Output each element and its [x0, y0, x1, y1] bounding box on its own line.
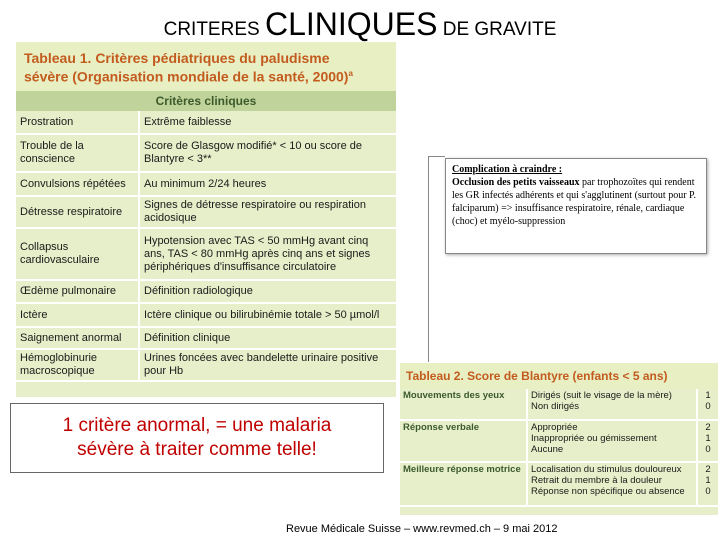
blantyre-responses	[527, 389, 697, 420]
callout-heading: Complication à craindre :	[452, 164, 563, 175]
blantyre-table	[400, 363, 718, 515]
score: 1	[705, 390, 711, 401]
score: 0	[705, 401, 711, 412]
criterion-cell: Œdème pulmonaire	[16, 280, 139, 303]
title-part-3: DE GRAVITE	[437, 19, 557, 40]
detail-cell: Définition clinique	[139, 327, 396, 349]
table-row	[16, 327, 396, 349]
response: Aucune	[531, 444, 564, 455]
score: 0	[705, 486, 711, 497]
connector-line	[428, 156, 429, 362]
criterion-cell: Ictère	[16, 303, 139, 327]
score: 0	[705, 444, 711, 455]
response: Non dirigés	[531, 401, 580, 412]
blantyre-table-body	[400, 389, 718, 507]
table-row	[400, 420, 718, 462]
criteria-table-title-sup: a	[348, 69, 353, 78]
blantyre-scores	[697, 420, 718, 462]
table-row	[400, 462, 718, 506]
blantyre-item: Mouvements des yeux	[400, 389, 527, 420]
blantyre-scores	[697, 389, 718, 420]
criterion-cell: Détresse respiratoire	[16, 196, 139, 228]
response: Inappropriée ou gémissement	[531, 433, 657, 444]
blantyre-table-title: Tableau 2. Score de Blantyre (enfants < 5 ans)	[400, 363, 718, 389]
criteria-table-title	[16, 42, 396, 91]
criteria-table-subheader: Critères cliniques	[16, 91, 396, 111]
table-row	[16, 196, 396, 228]
response: Localisation du stimulus douloureux	[531, 464, 682, 475]
callout-body: par trophozoïtes qui rendent les GR infectés adhérents et qui s'agglutinent (surtout pour P. falciparum) => insuffisance respiratoire, rénale, cardiaque (choc) et myélo-suppression	[452, 177, 696, 227]
connector-line	[428, 156, 445, 157]
detail-cell: Score de Glasgow modifié* < 10 ou score de Blantyre < 3**	[139, 134, 396, 172]
complication-callout	[445, 158, 707, 254]
table-row	[16, 280, 396, 303]
table-row	[16, 172, 396, 196]
table-row	[16, 134, 396, 172]
callout-bold-lead: Occlusion des petits vaisseaux	[452, 177, 580, 188]
alert-line-2: sévère à traiter comme telle!	[77, 439, 317, 460]
criterion-cell: Collapsus cardiovasculaire	[16, 228, 139, 280]
blantyre-item: Meilleure réponse motrice	[400, 462, 527, 506]
response: Appropriée	[531, 422, 578, 433]
table-row	[16, 228, 396, 280]
score: 1	[705, 433, 711, 444]
criteria-table	[16, 42, 396, 397]
detail-cell: Hypotension avec TAS < 50 mmHg avant cinq ans, TAS < 80 mmHg après cinq ans et signes périphériques d'insuffisance circulatoire	[139, 228, 396, 280]
criteria-table-body	[16, 111, 396, 382]
criterion-cell: Saignement anormal	[16, 327, 139, 349]
criteria-table-title-line2: sévère (Organisation mondiale de la santé, 2000)	[24, 68, 349, 85]
alert-line-1: 1 critère anormal, = une malaria	[62, 415, 332, 436]
title-part-1: CRITERES	[163, 19, 265, 40]
detail-cell: Ictère clinique ou bilirubinémie totale > 50 µmol/l	[139, 303, 396, 327]
blantyre-responses	[527, 420, 697, 462]
response: Dirigés (suit le visage de la mère)	[531, 390, 672, 401]
blantyre-responses	[527, 462, 697, 506]
blantyre-item: Réponse verbale	[400, 420, 527, 462]
criterion-cell: Prostration	[16, 111, 139, 134]
detail-cell: Urines foncées avec bandelette urinaire positive pour Hb	[139, 349, 396, 381]
title-part-2: CLINIQUES	[264, 6, 438, 42]
severity-alert-box	[10, 403, 384, 473]
detail-cell: Au minimum 2/24 heures	[139, 172, 396, 196]
criterion-cell: Trouble de la conscience	[16, 134, 139, 172]
page-title	[0, 6, 720, 43]
detail-cell: Extrême faiblesse	[139, 111, 396, 134]
table-row	[16, 349, 396, 381]
response: Retrait du membre à la douleur	[531, 475, 662, 486]
table-row	[16, 111, 396, 134]
table-row	[16, 303, 396, 327]
criteria-table-title-line1: Tableau 1. Critères pédiatriques du paludisme	[24, 50, 330, 66]
source-citation: Revue Médicale Suisse – www.revmed.ch – 9 mai 2012	[286, 523, 558, 535]
score: 2	[705, 422, 711, 433]
detail-cell: Signes de détresse respiratoire ou respiration acidosique	[139, 196, 396, 228]
detail-cell: Définition radiologique	[139, 280, 396, 303]
criterion-cell: Convulsions répétées	[16, 172, 139, 196]
response: Réponse non spécifique ou absence	[531, 486, 685, 497]
table-row	[400, 389, 718, 420]
score: 1	[705, 475, 711, 486]
criterion-cell: Hémoglobinurie macroscopique	[16, 349, 139, 381]
blantyre-scores	[697, 462, 718, 506]
score: 2	[705, 464, 711, 475]
